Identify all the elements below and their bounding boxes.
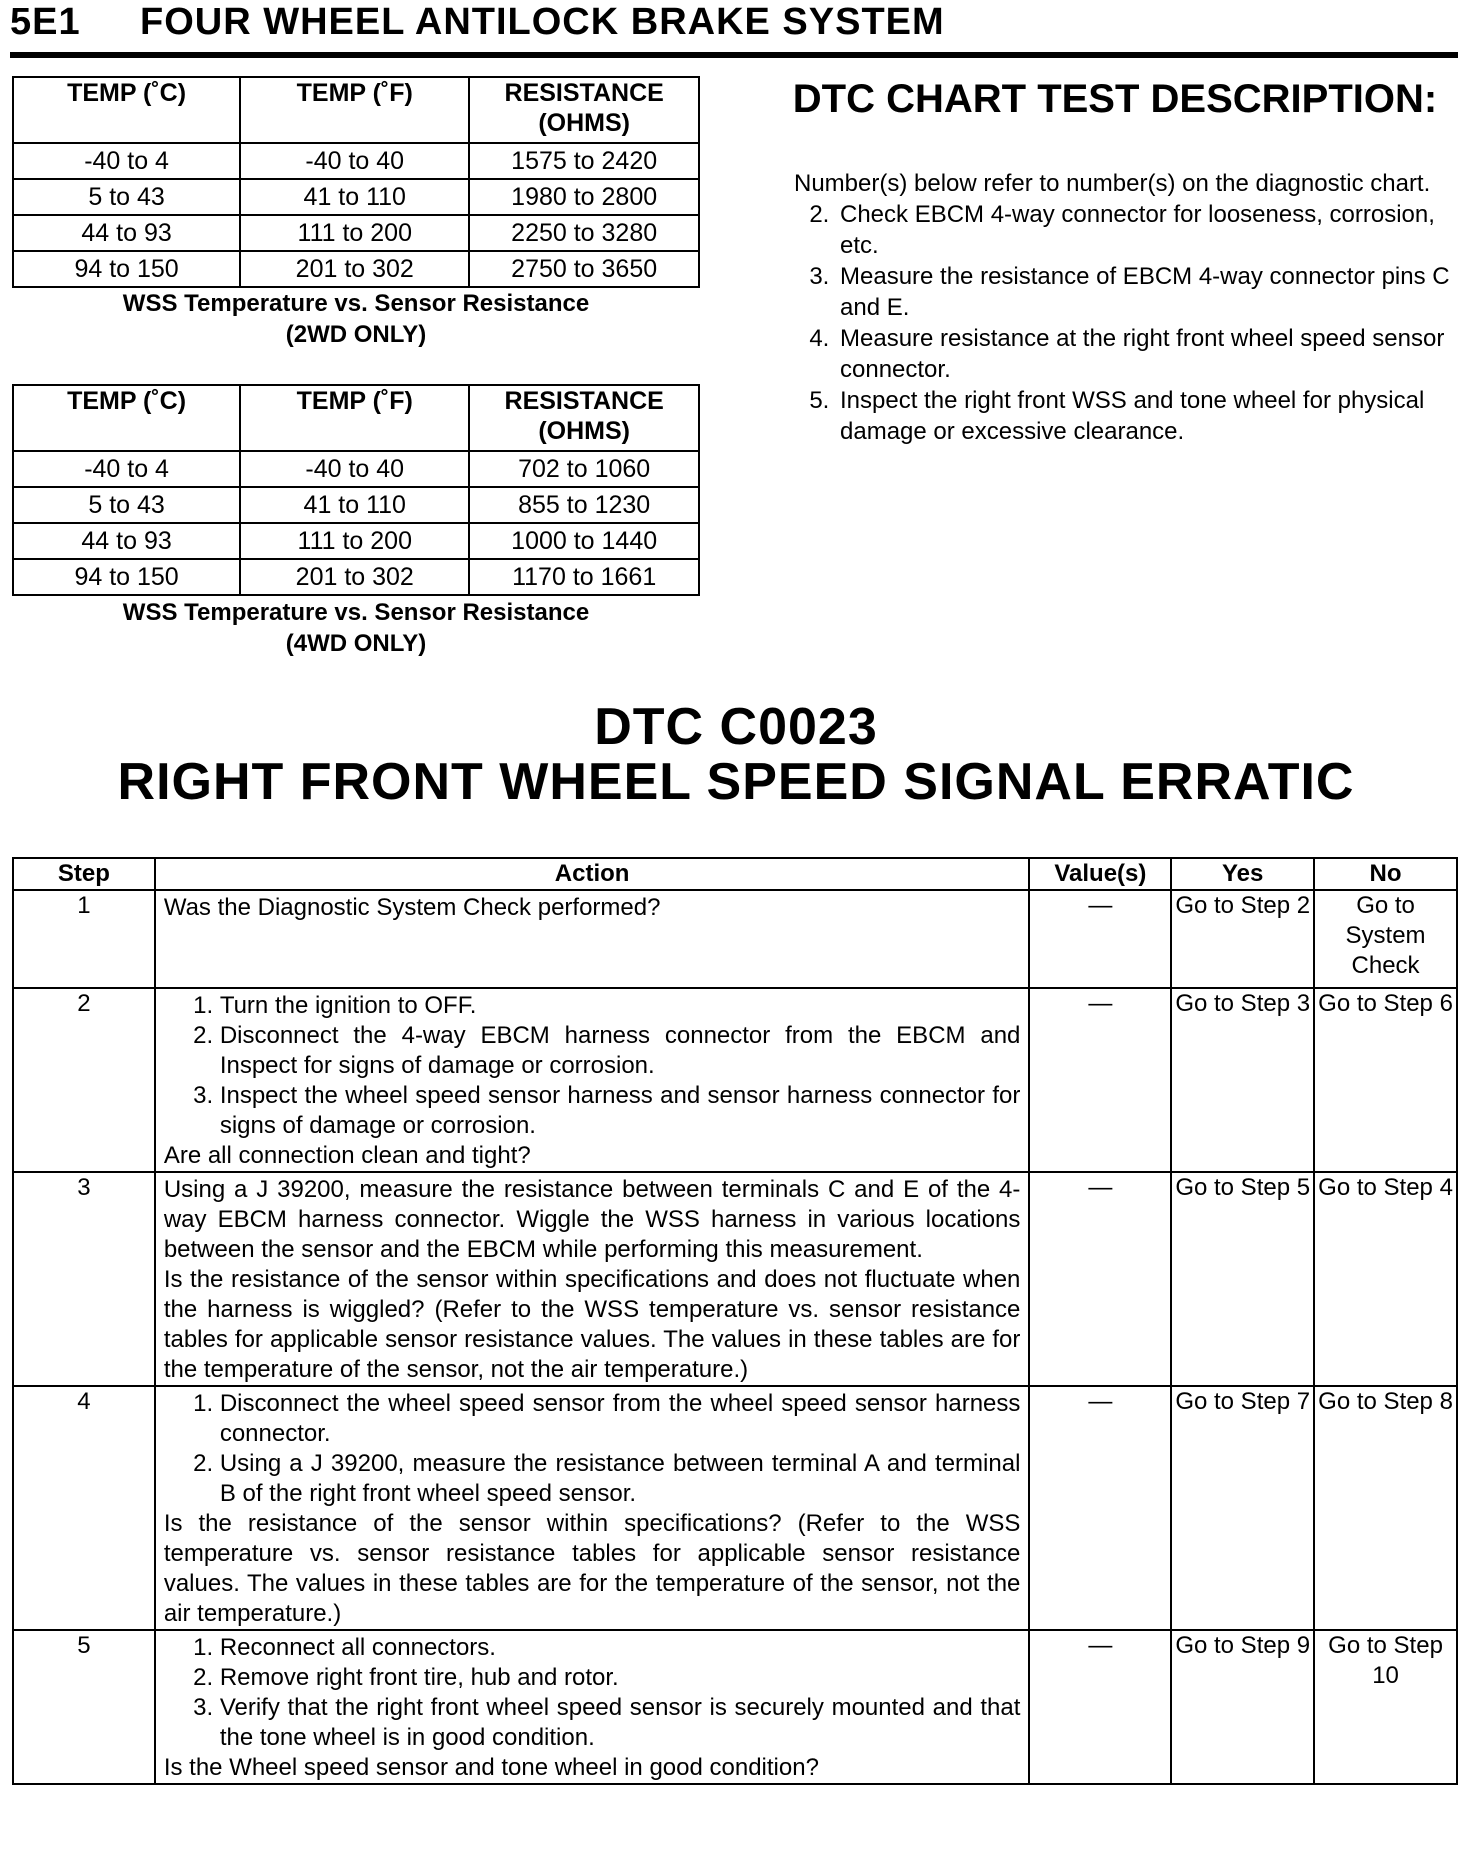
table-cell: 2250 to 3280	[469, 215, 699, 251]
list-item: 1. Disconnect the wheel speed sensor from the wheel speed sensor harness connector.	[220, 1389, 1021, 1449]
table-cell: 1575 to 2420	[469, 143, 699, 179]
list-item: 2. Using a J 39200, measure the resistance between terminal A and terminal B of the right front wheel speed sensor.	[220, 1449, 1021, 1509]
step-yes: Go to Step 3	[1171, 988, 1314, 1172]
table-cell: 1980 to 2800	[469, 179, 699, 215]
table-row	[13, 143, 699, 179]
list-item: 1. Turn the ignition to OFF.	[220, 991, 1021, 1021]
table-cell: 201 to 302	[240, 251, 469, 287]
step-number: 5	[13, 1630, 155, 1784]
step-yes: Go to Step 9	[1171, 1630, 1314, 1784]
list-item: 2. Remove right front tire, hub and rotor.	[220, 1663, 1021, 1693]
table-cell: 2750 to 3650	[469, 251, 699, 287]
table-row	[13, 451, 699, 487]
column-header: TEMP (˚F)	[240, 385, 469, 451]
diagnostic-steps-table	[12, 857, 1458, 1785]
table-cell: 111 to 200	[240, 523, 469, 559]
action-text: Using a J 39200, measure the resistance between terminals C and E of the 4-way EBCM harness connector. Wiggle the WSS harness in various locations between the sensor and the EBCM while performing this measurement.	[163, 1176, 1021, 1263]
section-title: FOUR WHEEL ANTILOCK BRAKE SYSTEM	[140, 1, 945, 43]
table-cell: 41 to 110	[240, 179, 469, 215]
table-caption-2wd	[12, 288, 700, 350]
column-header: TEMP (˚C)	[13, 77, 240, 143]
column-header: Action	[155, 858, 1030, 890]
list-item: 1. Reconnect all connectors.	[220, 1633, 1021, 1663]
column-header: Yes	[1171, 858, 1314, 890]
resistance-table-2wd	[12, 76, 700, 288]
column-header: RESISTANCE (OHMS)	[469, 77, 699, 143]
table-cell: -40 to 40	[240, 143, 469, 179]
action-question: Are all connection clean and tight?	[163, 1142, 531, 1169]
step-number: 4	[13, 1386, 155, 1630]
action-list	[164, 991, 1021, 1141]
caption-line: (4WD ONLY)	[285, 630, 427, 657]
table-cell: -40 to 4	[13, 451, 240, 487]
step-yes: Go to Step 5	[1171, 1172, 1314, 1386]
table-row	[13, 251, 699, 287]
description-intro: Number(s) below refer to number(s) on the diagnostic chart.	[794, 170, 1431, 197]
column-header: RESISTANCE (OHMS)	[469, 385, 699, 451]
table-cell: 111 to 200	[240, 215, 469, 251]
action-question: Is the resistance of the sensor within specifications? (Refer to the WSS temperature vs. sensor resistance tables for applicable sensor resistance values. The values in these tables are for the temperature of the sensor, not the air temperature.)	[163, 1510, 1021, 1627]
table-caption-4wd	[12, 597, 700, 659]
step-value: —	[1029, 1172, 1171, 1386]
list-item: 2. Check EBCM 4-way connector for looseness, corrosion, etc.	[836, 199, 1458, 261]
table-header-row	[13, 77, 699, 143]
page-header	[10, 0, 1458, 58]
table-cell: 44 to 93	[13, 523, 240, 559]
action-question: Is the resistance of the sensor within specifications and does not fluctuate when the harness is wiggled? (Refer to the WSS temperature vs. sensor resistance tables for applicable sensor resistance values. The values in these tables are for the temperature of the sensor, not the air temperature.)	[163, 1266, 1021, 1383]
action-question: Is the Wheel speed sensor and tone wheel in good condition?	[163, 1754, 819, 1781]
table-row	[13, 988, 1457, 1172]
table-cell: 1000 to 1440	[469, 523, 699, 559]
table-cell: -40 to 40	[240, 451, 469, 487]
table-cell: 5 to 43	[13, 179, 240, 215]
list-item: 2. Disconnect the 4-way EBCM harness connector from the EBCM and Inspect for signs of damage or corrosion.	[220, 1021, 1021, 1081]
table-cell: 1170 to 1661	[469, 559, 699, 595]
step-action	[155, 988, 1030, 1172]
step-yes: Go to Step 2	[1171, 890, 1314, 988]
dtc-title	[0, 700, 1472, 810]
action-list	[164, 1633, 1021, 1753]
dtc-code: DTC C0023	[594, 698, 878, 756]
description-body	[768, 168, 1458, 447]
table-row	[13, 215, 699, 251]
dtc-name: RIGHT FRONT WHEEL SPEED SIGNAL ERRATIC	[117, 753, 1355, 811]
caption-line: WSS Temperature vs. Sensor Resistance	[122, 290, 590, 317]
list-item: 3. Measure the resistance of EBCM 4-way connector pins C and E.	[836, 261, 1458, 323]
column-header: TEMP (˚C)	[13, 385, 240, 451]
step-number: 2	[13, 988, 155, 1172]
table-row	[13, 523, 699, 559]
step-no: Go to Step 4	[1314, 1172, 1457, 1386]
table-row	[13, 1386, 1457, 1630]
table-header-row	[13, 858, 1457, 890]
table-row	[13, 559, 699, 595]
step-action	[155, 890, 1030, 988]
table-row	[13, 1172, 1457, 1386]
caption-line: WSS Temperature vs. Sensor Resistance	[122, 599, 590, 626]
list-item: 3. Inspect the wheel speed sensor harness and sensor harness connector for signs of damage or corrosion.	[220, 1081, 1021, 1141]
step-no: Go to System Check	[1314, 890, 1457, 988]
table-cell: 94 to 150	[13, 559, 240, 595]
column-header: Value(s)	[1029, 858, 1171, 890]
step-number: 1	[13, 890, 155, 988]
list-item: 3. Verify that the right front wheel speed sensor is securely mounted and that the tone wheel is in good condition.	[220, 1693, 1021, 1753]
table-row	[13, 487, 699, 523]
table-header-row	[13, 385, 699, 451]
step-no: Go to Step 10	[1314, 1630, 1457, 1784]
step-yes: Go to Step 7	[1171, 1386, 1314, 1630]
table-cell: 44 to 93	[13, 215, 240, 251]
step-value: —	[1029, 1386, 1171, 1630]
caption-line: (2WD ONLY)	[285, 321, 427, 348]
table-cell: 702 to 1060	[469, 451, 699, 487]
list-item: 5. Inspect the right front WSS and tone wheel for physical damage or excessive clearance.	[836, 385, 1458, 447]
step-action	[155, 1172, 1030, 1386]
section-code: 5E1	[10, 1, 81, 43]
description-list	[768, 199, 1458, 447]
table-cell: 201 to 302	[240, 559, 469, 595]
table-cell: 855 to 1230	[469, 487, 699, 523]
step-action	[155, 1386, 1030, 1630]
table-cell: 94 to 150	[13, 251, 240, 287]
step-value: —	[1029, 988, 1171, 1172]
step-value: —	[1029, 890, 1171, 988]
table-row	[13, 890, 1457, 988]
list-item: 4. Measure resistance at the right front wheel speed sensor connector.	[836, 323, 1458, 385]
action-list	[164, 1389, 1021, 1509]
action-text: Was the Diagnostic System Check performed?	[163, 894, 661, 921]
column-header: TEMP (˚F)	[240, 77, 469, 143]
resistance-table-4wd	[12, 384, 700, 596]
description-title: DTC CHART TEST DESCRIPTION:	[792, 77, 1438, 121]
step-no: Go to Step 6	[1314, 988, 1457, 1172]
table-cell: -40 to 4	[13, 143, 240, 179]
step-value: —	[1029, 1630, 1171, 1784]
table-row	[13, 1630, 1457, 1784]
step-number: 3	[13, 1172, 155, 1386]
column-header: No	[1314, 858, 1457, 890]
table-cell: 5 to 43	[13, 487, 240, 523]
column-header: Step	[13, 858, 155, 890]
table-row	[13, 179, 699, 215]
step-no: Go to Step 8	[1314, 1386, 1457, 1630]
table-cell: 41 to 110	[240, 487, 469, 523]
step-action	[155, 1630, 1030, 1784]
